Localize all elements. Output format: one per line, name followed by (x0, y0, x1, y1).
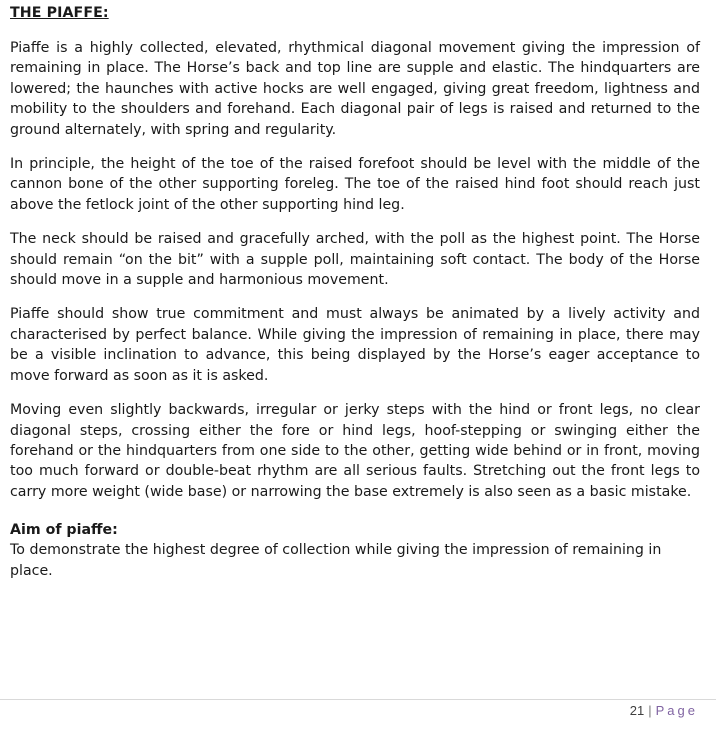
page-label: Page (655, 703, 698, 718)
paragraph-leg-height: In principle, the height of the toe of the raised forefoot should be level with the middle of the cannon bone of the other supporting foreleg. The toe of the raised hind foot should reach just above the fetlock joint of the other supporting hind leg. (10, 156, 700, 213)
paragraph-definition: Piaffe is a highly collected, elevated, rhythmical diagonal movement giving the impression of remaining in place. The Horse’s back and top line are supple and elastic. The hindquarters are lowered; the haunches with active hocks are well engaged, giving great freedom, lightness and mobility to the shoulders and forehand. Each diagonal pair of legs is raised and returned to the ground alternately, with spring and regularity. (10, 40, 700, 138)
paragraph-commitment: Piaffe should show true commitment and must always be animated by a lively activity and characterised by perfect balance. While giving the impression of remaining in place, there may be a visible inclination to advance, this being displayed by the Horse’s eager acceptance to move forward as soon as it is asked. (10, 306, 700, 384)
section-title: THE PIAFFE: (10, 5, 109, 21)
document-body (10, 3, 700, 581)
aim-text: To demonstrate the highest degree of collection while giving the impression of remaining in place. (10, 542, 662, 579)
page-number: 21 (629, 703, 645, 718)
footer-divider (0, 699, 716, 700)
footer-separator: | (648, 703, 652, 718)
paragraph-faults: Moving even slightly backwards, irregular or jerky steps with the hind or front legs, no clear diagonal steps, crossing either the fore or hind legs, hoof-stepping or swinging either the forehand or the hindquarters from one side to the other, getting wide behind or in front, moving too much forward or double-beat rhythm are all serious faults. Stretching out the front legs to carry more weight (wide base) or narrowing the base extremely is also seen as a basic mistake. (10, 402, 700, 500)
paragraph-neck-and-body: The neck should be raised and gracefully arched, with the poll as the highest point. The Horse should remain “on the bit” with a supple poll, maintaining soft contact. The body of the Horse should move in a supple and harmonious movement. (10, 231, 700, 289)
page-footer (630, 703, 698, 719)
aim-heading: Aim of piaffe: (10, 522, 118, 539)
